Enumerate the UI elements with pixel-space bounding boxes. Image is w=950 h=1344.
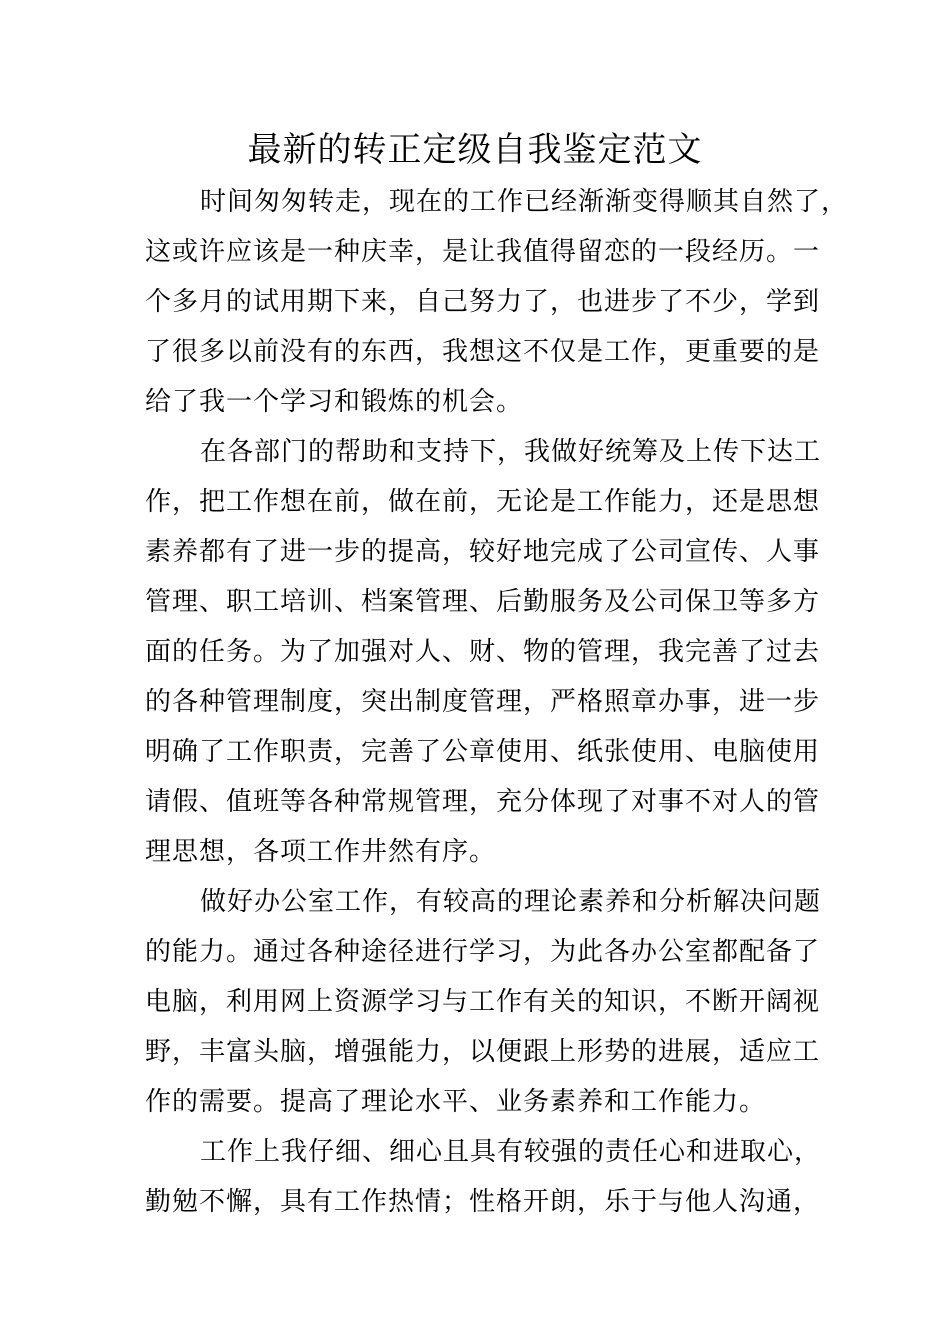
paragraph-2-line-5: 面的任务。为了加强对人、财、物的管理，我完善了过去 [145,637,821,667]
paragraph-2-line-3: 素养都有了进一步的提高，较好地完成了公司宣传、人事 [145,537,821,567]
paragraph-3-line-5: 作的需要。提高了理论水平、业务素养和工作能力。 [145,1087,767,1117]
paragraph-2-line-1: 在各部门的帮助和支持下，我做好统筹及上传下达工 [200,437,822,467]
paragraph-1-line-5: 给了我一个学习和锻炼的机会。 [145,387,524,417]
paragraph-2-line-6: 的各种管理制度，突出制度管理，严格照章办事，进一步 [145,687,821,717]
paragraph-1-line-2: 这或许应该是一种庆幸，是让我值得留恋的一段经历。一 [145,237,821,267]
paragraph-2-line-4: 管理、职工培训、档案管理、后勤服务及公司保卫等多方 [145,587,821,617]
paragraph-3-line-2: 的能力。通过各种途径进行学习，为此各办公室都配备了 [145,937,821,967]
paragraph-2-line-2: 作，把工作想在前，做在前，无论是工作能力，还是思想 [145,487,821,517]
paragraph-3-line-1: 做好办公室工作，有较高的理论素养和分析解决问题 [200,887,822,917]
document-title: 最新的转正定级自我鉴定范文 [247,130,703,170]
paragraph-2-line-9: 理思想，各项工作井然有序。 [145,837,497,867]
paragraph-2-line-8: 请假、值班等各种常规管理，充分体现了对事不对人的管 [145,787,821,817]
paragraph-3-line-3: 电脑，利用网上资源学习与工作有关的知识，不断开阔视 [145,987,821,1017]
paragraph-4-line-2: 勤勉不懈，具有工作热情；性格开朗，乐于与他人沟通， [145,1187,821,1217]
paragraph-1-line-4: 了很多以前没有的东西，我想这不仅是工作，更重要的是 [145,337,821,367]
paragraph-2-line-7: 明确了工作职责，完善了公章使用、纸张使用、电脑使用 [145,737,821,767]
paragraph-4-line-1: 工作上我仔细、细心且具有较强的责任心和进取心， [200,1137,822,1167]
paragraph-3-line-4: 野，丰富头脑，增强能力，以便跟上形势的进展，适应工 [145,1037,821,1067]
paragraph-1-line-1: 时间匆匆转走，现在的工作已经渐渐变得顺其自然了， [200,187,849,217]
paragraph-1-line-3: 个多月的试用期下来，自己努力了，也进步了不少，学到 [145,287,821,317]
